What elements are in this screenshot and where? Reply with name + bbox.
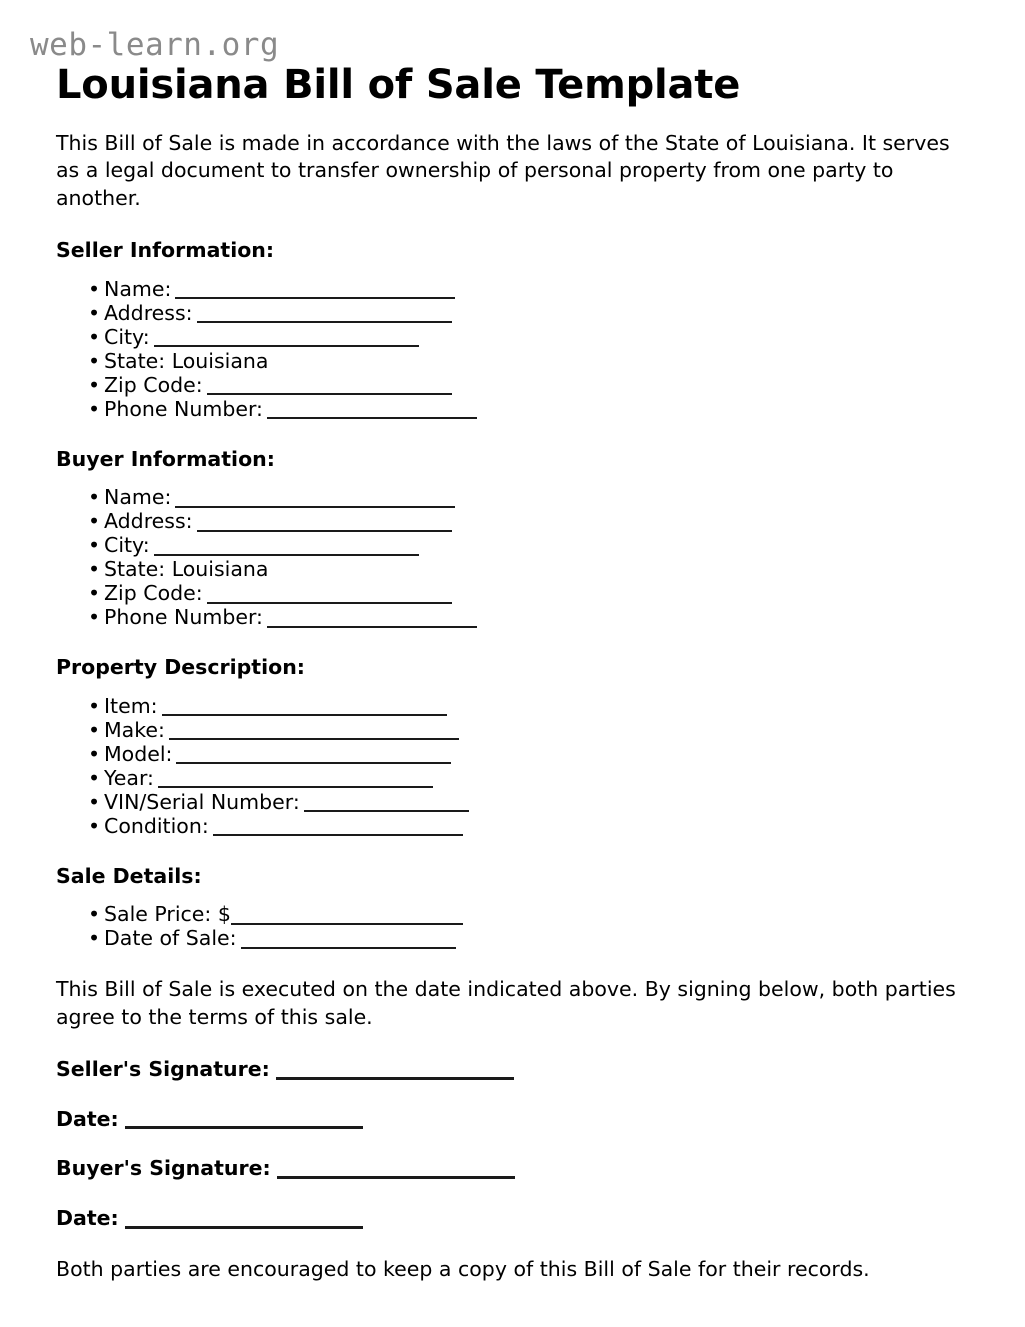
buyer-date-label: Date: xyxy=(56,1205,119,1230)
intro-paragraph: This Bill of Sale is made in accordance with the laws of the State of Louisiana. It serves as a legal document to transfer ownership of personal property from one party to another. xyxy=(56,130,950,210)
execution-paragraph: This Bill of Sale is executed on the date indicated above. By signing below, both parties agree to the terms of this sale. xyxy=(56,977,956,1029)
sale-details-fields xyxy=(56,902,966,950)
seller-information-heading: Seller Information: xyxy=(56,238,275,263)
field-label: Make: xyxy=(104,717,165,742)
property-description-heading: Property Description: xyxy=(56,655,305,680)
seller-signature-fill[interactable] xyxy=(276,1058,514,1080)
seller-information-fields xyxy=(56,277,966,421)
field-value: Louisiana xyxy=(171,348,269,373)
field-fill-line[interactable] xyxy=(197,303,452,324)
field-fill-line[interactable] xyxy=(213,816,463,837)
field-fill-line[interactable] xyxy=(197,511,452,532)
field-fill-line[interactable] xyxy=(158,768,433,789)
field-fill-line[interactable] xyxy=(267,399,477,420)
field-label: Sale Price: $ xyxy=(104,902,231,927)
field-label: Phone Number: xyxy=(104,605,263,630)
buyer-date-fill[interactable] xyxy=(125,1207,363,1229)
field-fill-line[interactable] xyxy=(154,327,419,348)
field-label: VIN/Serial Number: xyxy=(104,789,300,814)
field-fill-line[interactable] xyxy=(267,607,477,628)
list-item xyxy=(56,301,966,325)
list-item xyxy=(56,373,966,397)
page-title: Louisiana Bill of Sale Template xyxy=(56,62,741,108)
list-item xyxy=(56,814,966,838)
site-watermark: web-learn.org xyxy=(30,27,280,63)
field-label: Date of Sale: xyxy=(104,926,237,951)
list-item xyxy=(56,557,966,581)
field-label: Item: xyxy=(104,693,158,718)
list-item xyxy=(56,349,966,373)
list-item xyxy=(56,902,966,926)
list-item xyxy=(56,766,966,790)
field-label: Condition: xyxy=(104,813,209,838)
field-label: Year: xyxy=(104,765,154,790)
list-item xyxy=(56,605,966,629)
list-item xyxy=(56,926,966,950)
field-label: Name: xyxy=(104,485,172,510)
field-fill-line[interactable] xyxy=(154,535,419,556)
field-label: Address: xyxy=(104,509,193,534)
list-item xyxy=(56,397,966,421)
buyer-date-line xyxy=(56,1206,966,1231)
buyer-signature-fill[interactable] xyxy=(277,1157,515,1179)
list-item xyxy=(56,277,966,301)
list-item xyxy=(56,694,966,718)
field-fill-line[interactable] xyxy=(231,904,463,925)
buyer-information-heading: Buyer Information: xyxy=(56,446,275,471)
field-fill-line[interactable] xyxy=(304,792,469,813)
field-label: City: xyxy=(104,324,150,349)
field-value: Louisiana xyxy=(171,557,269,582)
field-fill-line[interactable] xyxy=(207,375,452,396)
closing-paragraph: Both parties are encouraged to keep a copy of this Bill of Sale for their records. xyxy=(56,1256,870,1281)
field-fill-line[interactable] xyxy=(207,583,452,604)
sale-details-heading: Sale Details: xyxy=(56,863,202,888)
seller-date-label: Date: xyxy=(56,1106,119,1131)
field-fill-line[interactable] xyxy=(169,720,459,741)
list-item xyxy=(56,509,966,533)
list-item xyxy=(56,533,966,557)
field-label: Zip Code: xyxy=(104,372,203,397)
field-label: State: xyxy=(104,348,166,373)
property-description-fields xyxy=(56,694,966,838)
seller-signature-line xyxy=(56,1057,966,1082)
list-item xyxy=(56,581,966,605)
list-item xyxy=(56,325,966,349)
buyer-signature-label: Buyer's Signature: xyxy=(56,1156,271,1181)
list-item xyxy=(56,742,966,766)
field-fill-line[interactable] xyxy=(175,279,455,300)
buyer-signature-line xyxy=(56,1156,966,1181)
document-content xyxy=(30,27,966,1283)
field-fill-line[interactable] xyxy=(176,744,451,765)
field-label: Name: xyxy=(104,276,172,301)
field-label: City: xyxy=(104,533,150,558)
list-item xyxy=(56,718,966,742)
field-fill-line[interactable] xyxy=(241,928,456,949)
seller-signature-label: Seller's Signature: xyxy=(56,1057,270,1082)
seller-date-fill[interactable] xyxy=(125,1108,363,1130)
field-fill-line[interactable] xyxy=(162,696,447,717)
field-label: Address: xyxy=(104,300,193,325)
field-label: Model: xyxy=(104,741,173,766)
list-item xyxy=(56,790,966,814)
field-label: Zip Code: xyxy=(104,581,203,606)
list-item xyxy=(56,485,966,509)
buyer-information-fields xyxy=(56,485,966,629)
seller-date-line xyxy=(56,1107,966,1132)
field-fill-line[interactable] xyxy=(175,487,455,508)
field-label: State: xyxy=(104,557,166,582)
field-label: Phone Number: xyxy=(104,396,263,421)
